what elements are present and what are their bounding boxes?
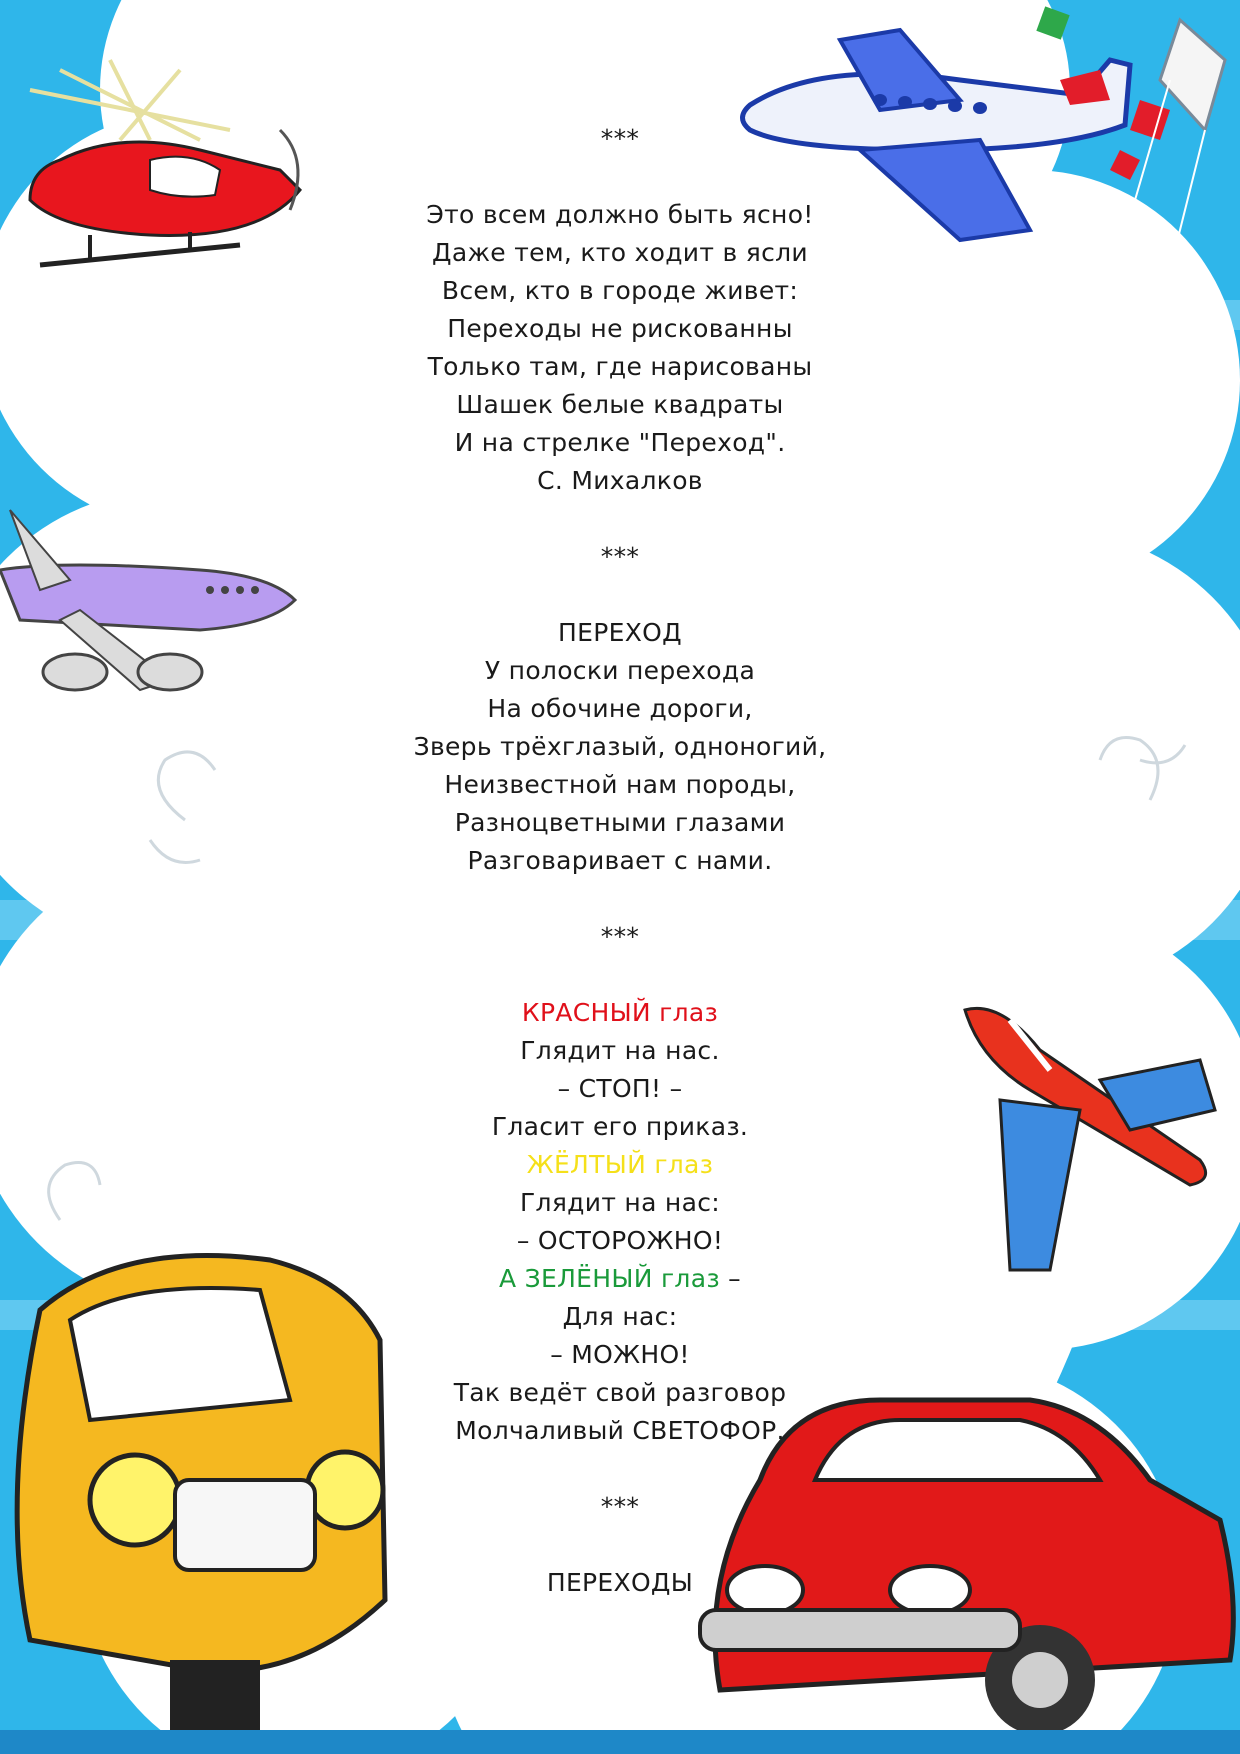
poem-line: Даже тем, кто ходит в ясли xyxy=(432,238,808,267)
poem-line: Разговаривает с нами. xyxy=(467,846,773,875)
poem-title: ПЕРЕХОД xyxy=(558,618,682,647)
poem-line: Глядит на нас. xyxy=(520,1036,720,1065)
yellow-eye-line: ЖЁЛТЫЙ глаз xyxy=(526,1150,714,1179)
green-eye-dash: – xyxy=(719,1264,741,1293)
green-eye-text: А ЗЕЛЁНЫЙ глаз xyxy=(499,1264,720,1293)
poem-line: Молчаливый СВЕТОФОР. xyxy=(455,1416,785,1445)
poem-line: У полоски перехода xyxy=(484,656,756,685)
poem-line: Глядит на нас: xyxy=(520,1188,720,1217)
poem-line: Разноцветными глазами xyxy=(454,808,786,837)
poem-line: Неизвестной нам породы, xyxy=(444,770,796,799)
poem-line: Зверь трёхглазый, одноногий, xyxy=(413,732,827,761)
poem-line: Это всем должно быть ясно! xyxy=(426,200,814,229)
red-eye-line: КРАСНЫЙ глаз xyxy=(521,998,719,1027)
poem-author: С. Михалков xyxy=(537,466,703,495)
poem-line: – СТОП! – xyxy=(557,1074,683,1103)
green-eye-line xyxy=(370,1260,870,1298)
poem-line: Переходы не рискованны xyxy=(447,314,793,343)
poem-line: Гласит его приказ. xyxy=(491,1112,749,1141)
poem-line: На обочине дороги, xyxy=(487,694,753,723)
poem-line: Для нас: xyxy=(562,1302,678,1331)
poem-line: Только там, где нарисованы xyxy=(427,352,813,381)
poem-title: ПЕРЕХОДЫ xyxy=(546,1568,694,1597)
separator: *** xyxy=(600,922,640,951)
separator: *** xyxy=(600,542,640,571)
separator: *** xyxy=(600,124,640,153)
poem-column xyxy=(370,120,870,1602)
poem-line: – ОСТОРОЖНО! xyxy=(516,1226,724,1255)
poem-line: Так ведёт свой разговор xyxy=(453,1378,787,1407)
poem-line: Всем, кто в городе живет: xyxy=(441,276,799,305)
separator: *** xyxy=(600,1492,640,1521)
poem-line: Шашек белые квадраты xyxy=(456,390,784,419)
poem-line: – МОЖНО! xyxy=(550,1340,690,1369)
poem-line: И на стрелке "Переход". xyxy=(454,428,786,457)
